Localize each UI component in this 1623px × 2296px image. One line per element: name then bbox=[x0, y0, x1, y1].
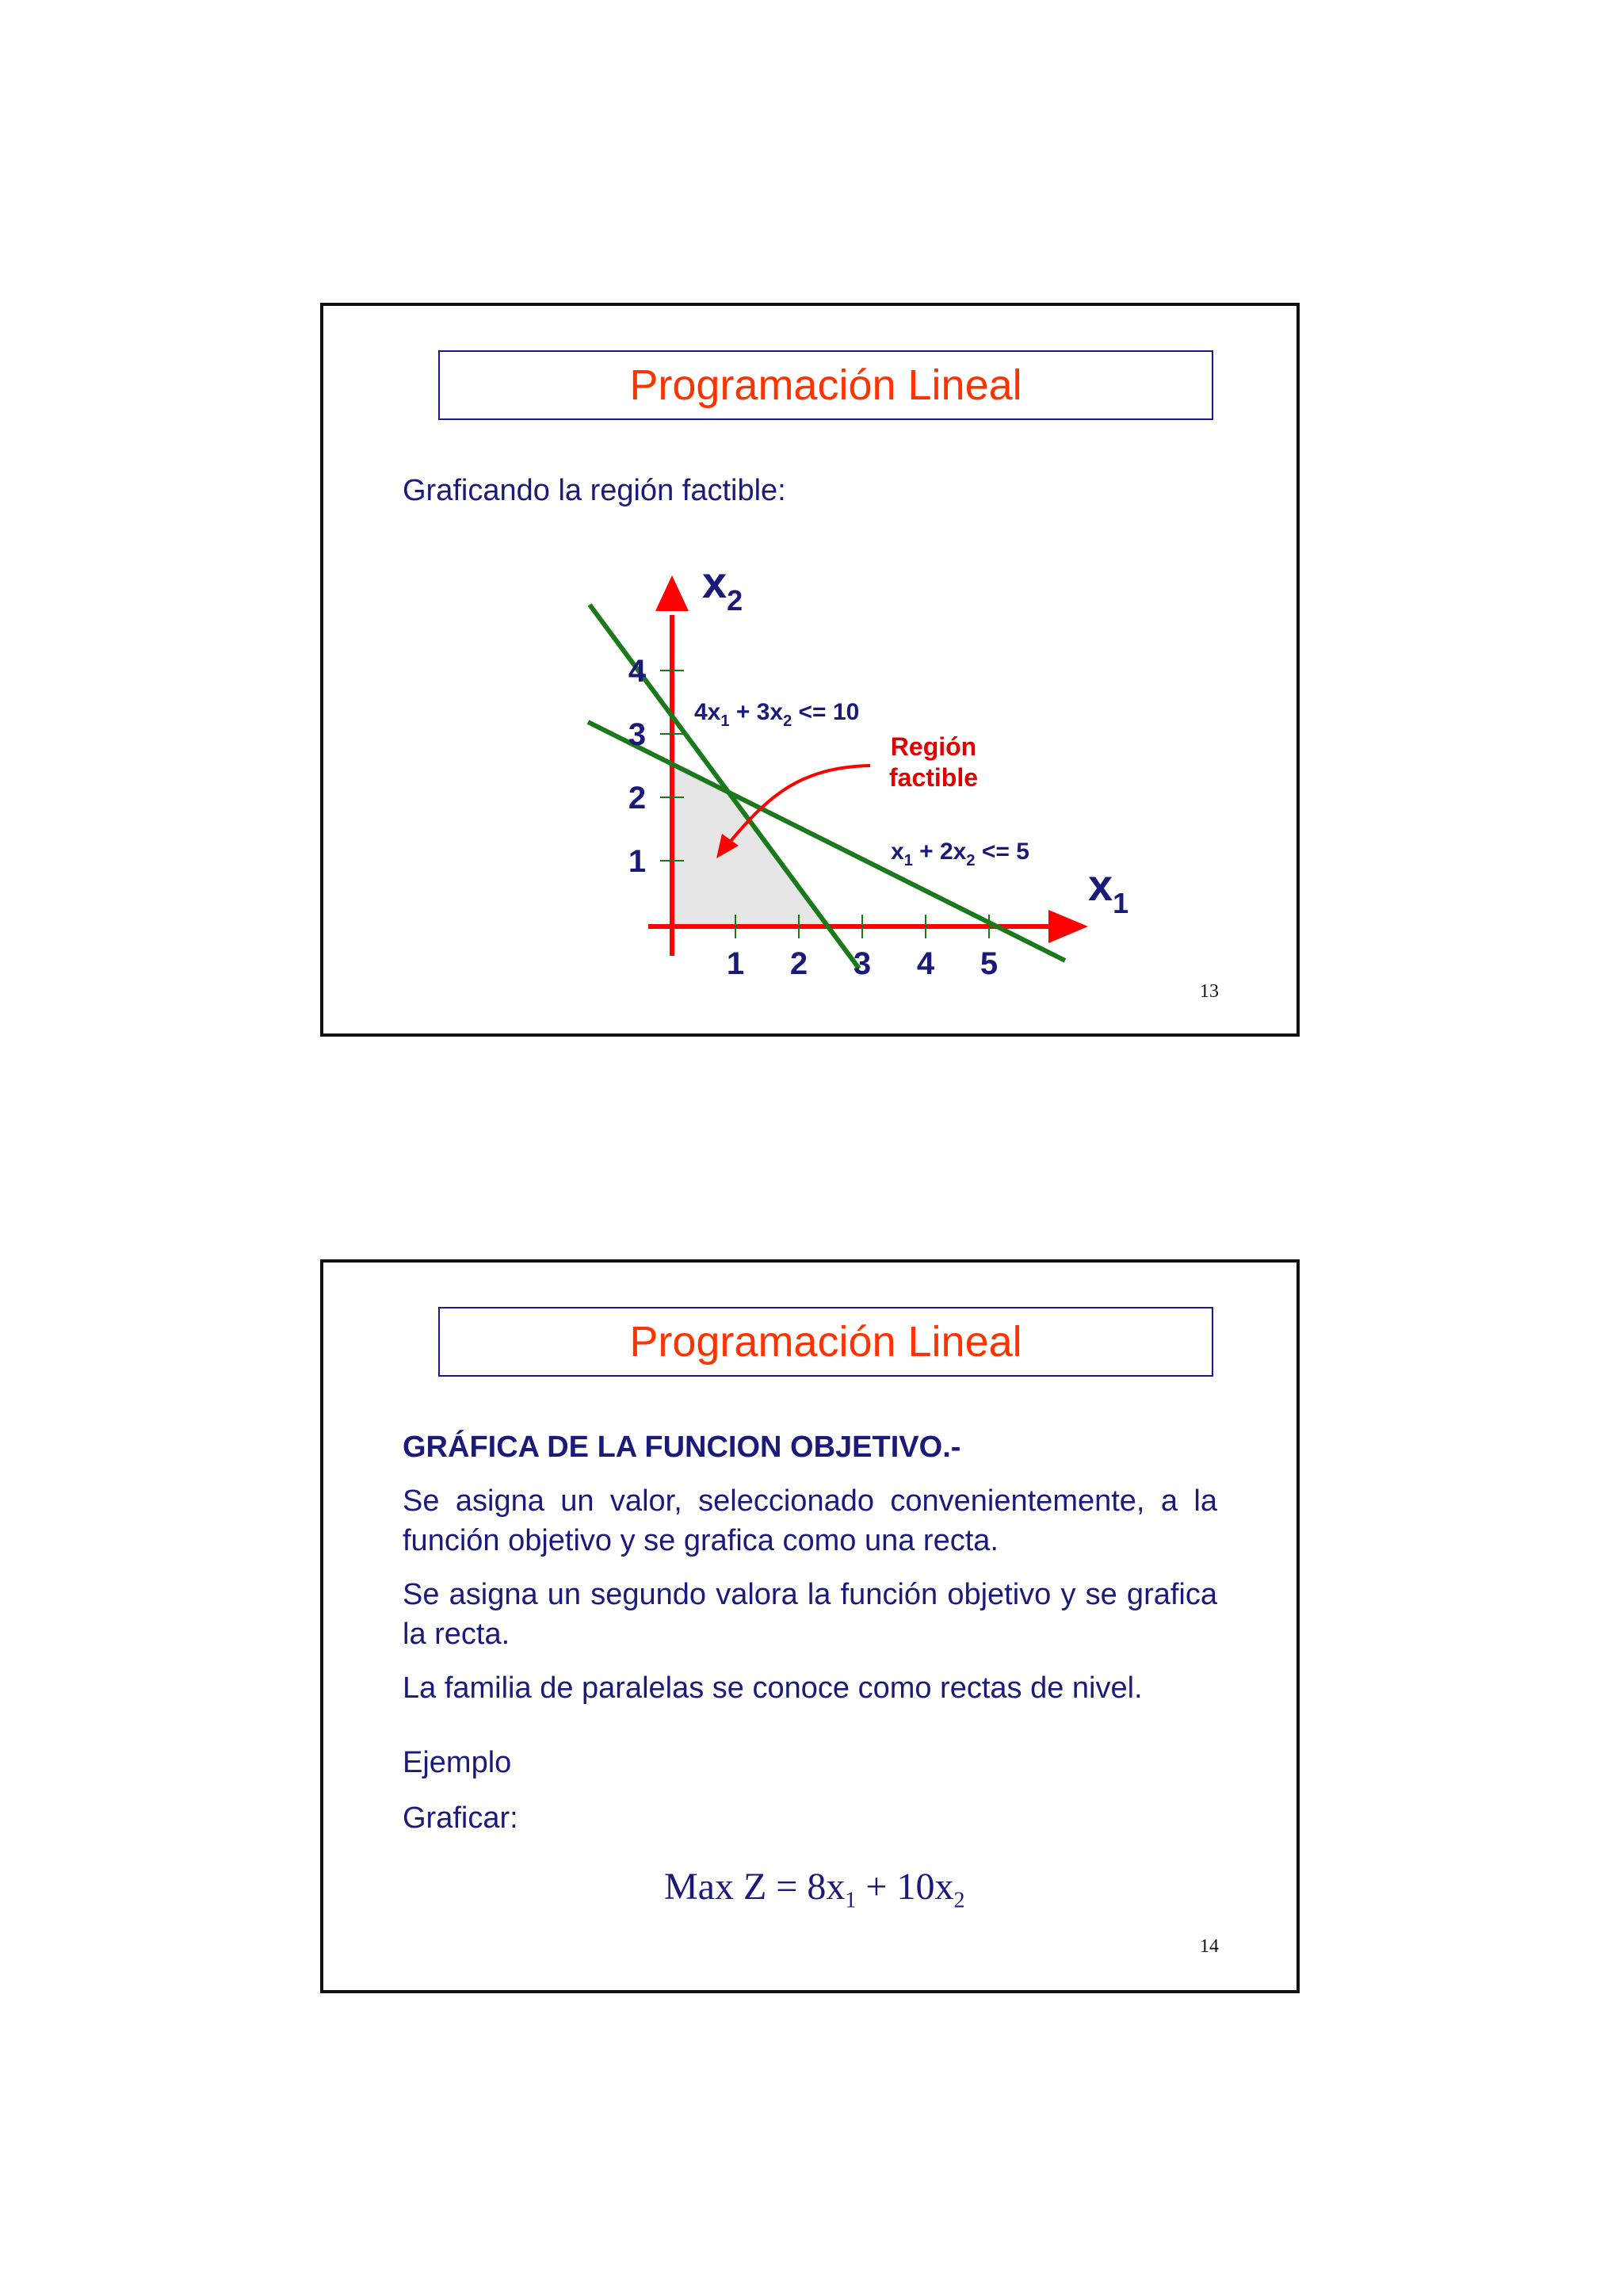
x-tick-label: 3 bbox=[853, 946, 872, 981]
constraint-label-2: $x_1 + 2x_2 <= 5$ bbox=[891, 839, 1029, 869]
page-number: 14 bbox=[1200, 1936, 1219, 1957]
page-number: 13 bbox=[1200, 981, 1219, 1002]
slide-13 bbox=[320, 303, 1300, 1037]
x-tick-label: 5 bbox=[980, 946, 999, 981]
region-label-line2: factible bbox=[888, 763, 979, 792]
intro-text: Graficando la región factible: bbox=[403, 474, 786, 507]
feasible-region-graph bbox=[323, 306, 1296, 1033]
x-axis-label: $x_1$ bbox=[1088, 860, 1129, 919]
x-axis-arrow-icon bbox=[1048, 910, 1088, 943]
paragraph-2: Se asigna un segundo valora la función objetivo y se grafica la recta. bbox=[403, 1578, 1217, 1651]
y-tick-label: 2 bbox=[628, 781, 647, 816]
example-label: Ejemplo bbox=[403, 1746, 512, 1779]
graficar-label: Graficar: bbox=[403, 1801, 518, 1835]
y-tick-label: 1 bbox=[628, 844, 647, 879]
y-tick-label: 4 bbox=[628, 654, 647, 689]
objective-function-formula: Max $Z = 8x_1 + 10x_2$ bbox=[664, 1866, 965, 1913]
paragraph-3: La familia de paralelas se conoce como rectas de nivel. bbox=[403, 1671, 1143, 1705]
constraint-label-1: $4x_1 + 3x_2 <= 10$ bbox=[694, 699, 860, 730]
feasible-region bbox=[672, 766, 827, 926]
x-tick-label: 1 bbox=[726, 946, 745, 981]
paragraph-1: Se asigna un valor, seleccionado convenientemente, a la función objetivo y se grafica como una recta. bbox=[403, 1484, 1217, 1557]
slide-14 bbox=[320, 1259, 1300, 1993]
slide-title: Programación Lineal bbox=[629, 361, 1022, 409]
x-tick-label: 4 bbox=[916, 946, 935, 981]
slide-title: Programación Lineal bbox=[629, 1318, 1022, 1366]
section-heading: GRÁFICA DE LA FUNCION OBJETIVO.- bbox=[403, 1431, 961, 1464]
y-axis-label: $x_2$ bbox=[702, 557, 743, 617]
y-axis-arrow-icon bbox=[655, 575, 689, 611]
slide-title-box bbox=[438, 1307, 1213, 1377]
region-label-line1: Región bbox=[890, 732, 977, 761]
y-tick-label: 3 bbox=[628, 717, 647, 752]
x-tick-label: 2 bbox=[789, 946, 808, 981]
